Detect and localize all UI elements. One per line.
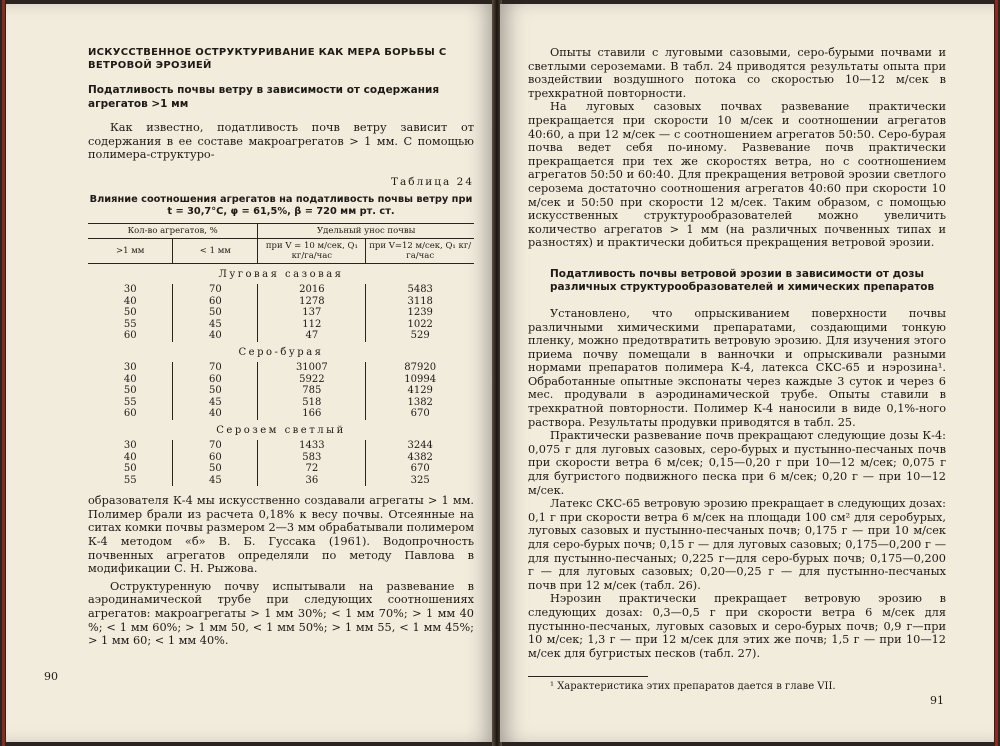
table-cell: 50 xyxy=(173,385,258,397)
table-row xyxy=(88,330,474,342)
table-cell: 1239 xyxy=(366,307,474,319)
footnote-rule xyxy=(528,676,648,677)
table-cell: 670 xyxy=(366,408,474,420)
table-cell: 1433 xyxy=(258,440,366,452)
table-cell: 31007 xyxy=(258,362,366,374)
table-number: Таблица 24 xyxy=(391,175,474,188)
table-cell: 3118 xyxy=(366,296,474,308)
table-section-row xyxy=(88,420,474,441)
table-cell: 5922 xyxy=(258,374,366,386)
table-cell: 60 xyxy=(123,330,137,342)
footnote: ¹ Характеристика этих препаратов дается в главе VII. xyxy=(550,681,836,693)
table-cell: 10994 xyxy=(366,374,474,386)
table-cell: 45 xyxy=(173,475,258,487)
table-cell: 166 xyxy=(258,408,366,420)
table-cell: 72 xyxy=(258,463,366,475)
table-cell: 40 xyxy=(173,330,258,342)
table-row xyxy=(88,362,474,374)
table-cell: 1022 xyxy=(366,319,474,331)
table-cell: 60 xyxy=(173,296,258,308)
table-row xyxy=(88,374,474,386)
table-cell: 50 xyxy=(123,307,137,319)
header-col-v10: при V = 10 м/сек, Q₁ кг/га/час xyxy=(258,238,366,263)
right-paragraph-3: Установлено, что опрыскиванием поверхности почвы различными химическими препаратами, создающими тонкую пленку, можно предотвратить ветровую эрозию. Для изучения этого приема почву помещали в ванночки и опрыскивали разными нормами препаратов полимера К-4, латекса СКС-65 и нэрозина¹. Обработанные опытные экспонаты через каждые 3 суток и через 6 мес. продували в аэродинамической трубе. Опыты ставили в трехкратной повторности. Полимер К-4 наносили в виде 0,1%-ного раствора. Результаты продувки приводятся в табл. 25. xyxy=(528,306,946,429)
table-cell: 2016 xyxy=(258,284,366,296)
section-subheading: Податливость почвы ветру в зависимости от содержания агрегатов >1 мм xyxy=(88,84,440,110)
table-cell: 70 xyxy=(173,284,258,296)
left-page-content xyxy=(88,46,474,648)
left-paragraph-1: Как известно, податливость почв ветру зависит от содержания в ее составе макроагрегатов > 1 мм. С помощью полимера-структуро- xyxy=(88,121,474,162)
table-row xyxy=(88,475,474,487)
aggregate-table xyxy=(88,223,474,487)
table-section-row xyxy=(88,263,474,284)
table-cell: 518 xyxy=(258,397,366,409)
table-row xyxy=(88,440,474,452)
right-paragraph-4: Практически развевание почв прекращают следующие дозы К-4: 0,075 г для луговых сазовых, серо-бурых и пустынно-песчаных почв при скорости ветра 6 м/сек; 0,15—0,20 г при 10—12 м/сек; 0,075 г для бугристого подвижного песка при 6 м/сек; 0,20 г — при 10—12 м/сек. xyxy=(528,429,946,497)
right-paragraph-5: Латекс СКС-65 ветровую эрозию прекращает в следующих дозах: 0,1 г при скорости ветра 6 м/сек на площади 100 см² для серобурых, луговых сазовых и пустынно-песчаных почв; 0,175 г — при 10 м/сек для серо-бурых почв; 0,15 г — для луговых сазовых; 0,175—0,200 г — для пустынно-песчаных; 0,225 г—для серо-бурых почв; 0,175—0,200 г — для луговых сазовых; 0,20—0,25 г — для пустынно-песчаных почв при 12 м/сек (табл. 26). xyxy=(528,497,946,592)
table-caption: Влияние соотношения агрегатов на податливость почвы ветру при t = 30,7°С, φ = 61,5%, β = 720 мм рт. ст. xyxy=(89,193,473,217)
left-paragraph-3: Оструктуренную почву испытывали на развевание в аэродинамической трубе при следующих соотношениях агрегатов: макроагрегаты > 1 мм 30%; < 1 мм 70%; > 1 мм 40 %; < 1 мм 60%; > 1 мм 50, < 1 мм 50%; > 1 мм 55, < 1 мм 45%; > 1 мм 60; < 1 мм 40%. xyxy=(88,579,474,648)
table-section-row xyxy=(88,342,474,363)
table-cell: 30 xyxy=(123,440,137,452)
table-cell: 50 xyxy=(173,463,258,475)
header-col-v12: при V=12 м/сек, Q₁ кг/га/час xyxy=(366,238,474,263)
header-aggregates: Кол-во агрегатов, % xyxy=(88,223,258,238)
table-cell: 36 xyxy=(258,475,366,487)
table-row xyxy=(88,397,474,409)
right-paragraph-6: Нэрозин практически прекращает ветровую эрозию в следующих дозах: 0,3—0,5 г при скорости ветра 6 м/сек для пустынно-песчаных, луговых сазовых и серо-бурых почв; 0,9 г—при 10 м/сек; 1,3 г — при 12 м/сек для этих же почв; 1,5 г — при 10—12 м/сек для бугристых песков (табл. 27). xyxy=(528,592,946,660)
table-cell: 55 xyxy=(123,396,137,408)
table-cell: 1278 xyxy=(258,296,366,308)
page-number-right: 91 xyxy=(930,694,944,707)
table-cell: 50 xyxy=(173,307,258,319)
table-cell: 325 xyxy=(366,475,474,487)
chapter-heading: ИСКУССТВЕННОЕ ОСТРУКТУРИВАНИЕ КАК МЕРА БОРЬБЫ С ВЕТРОВОЙ ЭРОЗИЕЙ xyxy=(88,47,447,71)
header-col-gt1: >1 мм xyxy=(88,238,173,263)
table-row xyxy=(88,385,474,397)
table-section-title: Серо-бурая xyxy=(238,346,324,358)
table-cell: 40 xyxy=(123,295,137,307)
table-cell: 785 xyxy=(258,385,366,397)
table-cell: 47 xyxy=(258,330,366,342)
table-cell: 1382 xyxy=(366,397,474,409)
table-cell: 70 xyxy=(173,440,258,452)
table-cell: 60 xyxy=(173,452,258,464)
right-paragraph-2: На луговых сазовых почвах развевание практически прекращается при скорости 10 м/сек и соотношении агрегатов 40:60, а при 12 м/сек — с соотношением агрегатов 50:50. Серо-бурая почва ведет себя по-иному. Развевание почв практически прекращается при тех же скоростях ветра, но с соотношением агрегатов 50:50 и 60:40. Для прекращения ветровой эрозии светлого серозема достаточно соотношения агрегатов 40:60 при скорости 10 м/сек и 50:50 при скорости 12 м/сек. Таким образом, с помощью искусственных структурообразователей можно увеличить количество агрегатов > 1 мм (на различных почвенных типах и разностях) и практически добиться прекращения ветровой эрозии. xyxy=(528,100,946,250)
table-cell: 87920 xyxy=(366,362,474,374)
table-section-title: Серозем светлый xyxy=(216,424,346,436)
table-cell: 3244 xyxy=(366,440,474,452)
header-soil-loss: Удельный унос почвы xyxy=(258,223,474,238)
table-cell: 40 xyxy=(173,408,258,420)
table-row xyxy=(88,452,474,464)
right-paragraph-1: Опыты ставили с луговыми сазовыми, серо-бурыми почвами и светлыми сероземами. В табл. 24 приводятся результаты опыта при воздействии воздушного потока со скоростью 10—12 м/сек в трехкратной повторности. xyxy=(528,46,946,100)
left-paragraph-2: образователя К-4 мы искусственно создавали агрегаты > 1 мм. Полимер брали из расчета 0,18% к весу почвы. Отсеянные на ситах комки почвы размером 2—3 мм обрабатывали полимером К-4 методом «б» В. Б. Гуссака (1961). Водопрочность почвенных агрегатов определяли по методу Павлова в модификации С. Н. Рыжова. xyxy=(88,494,474,576)
table-cell: 40 xyxy=(123,373,137,385)
table-cell: 137 xyxy=(258,307,366,319)
left-page xyxy=(6,4,494,742)
table-cell: 670 xyxy=(366,463,474,475)
table-cell: 45 xyxy=(173,397,258,409)
table-cell: 55 xyxy=(123,318,137,330)
table-row xyxy=(88,284,474,296)
table-cell: 60 xyxy=(173,374,258,386)
table-cell: 112 xyxy=(258,319,366,331)
right-page-content xyxy=(528,46,946,693)
page-edge-left xyxy=(2,0,5,746)
table-cell: 30 xyxy=(123,284,137,296)
table-cell: 60 xyxy=(123,408,137,420)
table-cell: 50 xyxy=(123,463,137,475)
table-cell: 70 xyxy=(173,362,258,374)
table-cell: 55 xyxy=(123,474,137,486)
right-page xyxy=(500,4,994,742)
table-cell: 583 xyxy=(258,452,366,464)
table-section-title: Луговая сазовая xyxy=(218,268,344,280)
table-cell: 40 xyxy=(123,451,137,463)
table-cell: 30 xyxy=(123,362,137,374)
table-body xyxy=(88,263,474,486)
table-cell: 5483 xyxy=(366,284,474,296)
header-col-lt1: < 1 мм xyxy=(173,238,258,263)
page-edge-right xyxy=(995,0,998,746)
table-row xyxy=(88,463,474,475)
right-subheading: Податливость почвы ветровой эрозии в зависимости от дозы различных структурообразователей и химических препаратов xyxy=(550,267,935,294)
table-cell: 45 xyxy=(173,319,258,331)
table-row xyxy=(88,408,474,420)
table-row xyxy=(88,307,474,319)
table-cell: 529 xyxy=(366,330,474,342)
page-number-left: 90 xyxy=(44,670,58,683)
table-cell: 4382 xyxy=(366,452,474,464)
table-row xyxy=(88,296,474,308)
table-row xyxy=(88,319,474,331)
table-cell: 50 xyxy=(123,385,137,397)
table-cell: 4129 xyxy=(366,385,474,397)
